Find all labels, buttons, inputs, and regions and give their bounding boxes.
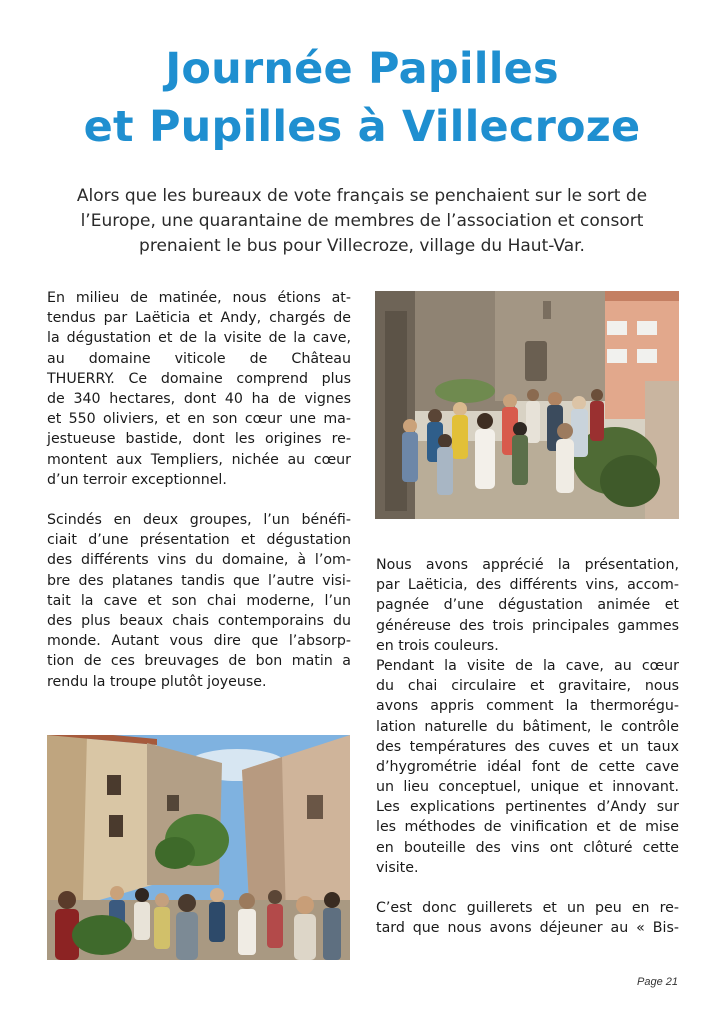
text-line: Pendant la visite de la cave, au cœur bbox=[376, 657, 679, 674]
text-line: ciait d’une présentation et dégustation bbox=[47, 532, 351, 549]
text-line: les méthodes de vinification et de mise bbox=[376, 819, 679, 836]
text-line: d’hygrométrie idéal font de cette cave bbox=[376, 758, 679, 775]
text-line: avons appris comment la thermorégu- bbox=[376, 698, 679, 715]
text-line: des plus beaux chais contemporains du bbox=[47, 613, 351, 629]
text-line: pagnée d’une dégustation animée et bbox=[376, 597, 679, 614]
text-line: de 340 hectares, dont 40 ha de vignes bbox=[47, 390, 351, 407]
page-number: Page 21 bbox=[637, 976, 678, 988]
text-line: rendu la troupe plutôt joyeuse. bbox=[47, 673, 267, 690]
left-column-text bbox=[47, 288, 351, 692]
text-line: visite. bbox=[376, 859, 419, 876]
text-line: jestueuse bastide, dont les origines re- bbox=[47, 431, 351, 448]
intro-line-3: prenaient le bus pour Villecroze, village du Haut-Var. bbox=[139, 236, 585, 256]
text-line: En milieu de matinée, nous étions at- bbox=[47, 290, 351, 306]
text-line: tion de ces breuvages de bon matin a bbox=[47, 653, 351, 670]
text-line: et 550 oliviers, et en son cœur une ma- bbox=[47, 411, 351, 428]
text-line: du chai circulaire et gravitaire, nous bbox=[376, 678, 679, 695]
intro-line-1: Alors que les bureaux de vote français se penchaient sur le sort de bbox=[76, 186, 648, 206]
photo-group-square bbox=[47, 735, 350, 960]
text-line: au domaine viticole de Château bbox=[47, 350, 351, 367]
text-line: en trois couleurs. bbox=[376, 637, 499, 654]
text-line: tendus par Laëticia et Andy, chargés de bbox=[47, 310, 351, 327]
paragraph-groups bbox=[47, 510, 351, 692]
text-line: monde. Autant vous dire que l’absorp- bbox=[47, 633, 351, 650]
text-line: des différents vins du domaine, à l’om- bbox=[47, 552, 351, 569]
text-line: généreuse des trois principales gammes bbox=[376, 617, 679, 634]
text-line: d’un terroir exceptionnel. bbox=[47, 471, 227, 488]
paragraph-lunch bbox=[376, 898, 679, 938]
text-line: en bouteille des vins ont clôturé cette bbox=[376, 839, 679, 856]
article-title-line-2: et Pupilles à Villecroze bbox=[83, 102, 641, 152]
text-line: Nous avons apprécié la présentation, bbox=[376, 557, 679, 573]
text-line: lation naturelle du bâtiment, le contrôle bbox=[376, 718, 679, 735]
photo-group-village-street bbox=[375, 291, 679, 519]
text-line: des températures des cuves et un taux bbox=[376, 738, 679, 755]
text-line: montent aux Templiers, nichée au cœur bbox=[47, 451, 351, 468]
text-line: bre des platanes tandis que l’autre visi- bbox=[47, 572, 351, 589]
text-line: par Laëticia, des différents vins, accom- bbox=[376, 577, 679, 594]
paragraph-arrival bbox=[47, 288, 351, 490]
text-line: THUERRY. Ce domaine comprend plus bbox=[47, 370, 351, 387]
text-line: tait la cave et son chai moderne, l’un bbox=[47, 592, 351, 609]
article-intro bbox=[60, 184, 664, 259]
text-line: un lieu conceptuel, unique et innovant. bbox=[376, 779, 679, 796]
intro-line-2: l’Europe, une quarantaine de membres de l’association et consort bbox=[80, 211, 644, 231]
text-line: C’est donc guillerets et un peu en re- bbox=[376, 900, 679, 917]
article-title bbox=[0, 40, 724, 156]
right-column-text bbox=[376, 555, 679, 939]
text-line: tard que nous avons déjeuner au « Bis- bbox=[376, 920, 679, 937]
paragraph-cellar-visit bbox=[376, 656, 679, 878]
text-line: la dégustation et de la visite de la cave, bbox=[47, 330, 351, 347]
article-title-line-1: Journée Papilles bbox=[165, 44, 559, 94]
text-line: Les explications pertinentes d’Andy sur bbox=[376, 799, 679, 816]
text-line: Scindés en deux groupes, l’un bénéfi- bbox=[47, 512, 351, 529]
paragraph-presentation bbox=[376, 555, 679, 656]
